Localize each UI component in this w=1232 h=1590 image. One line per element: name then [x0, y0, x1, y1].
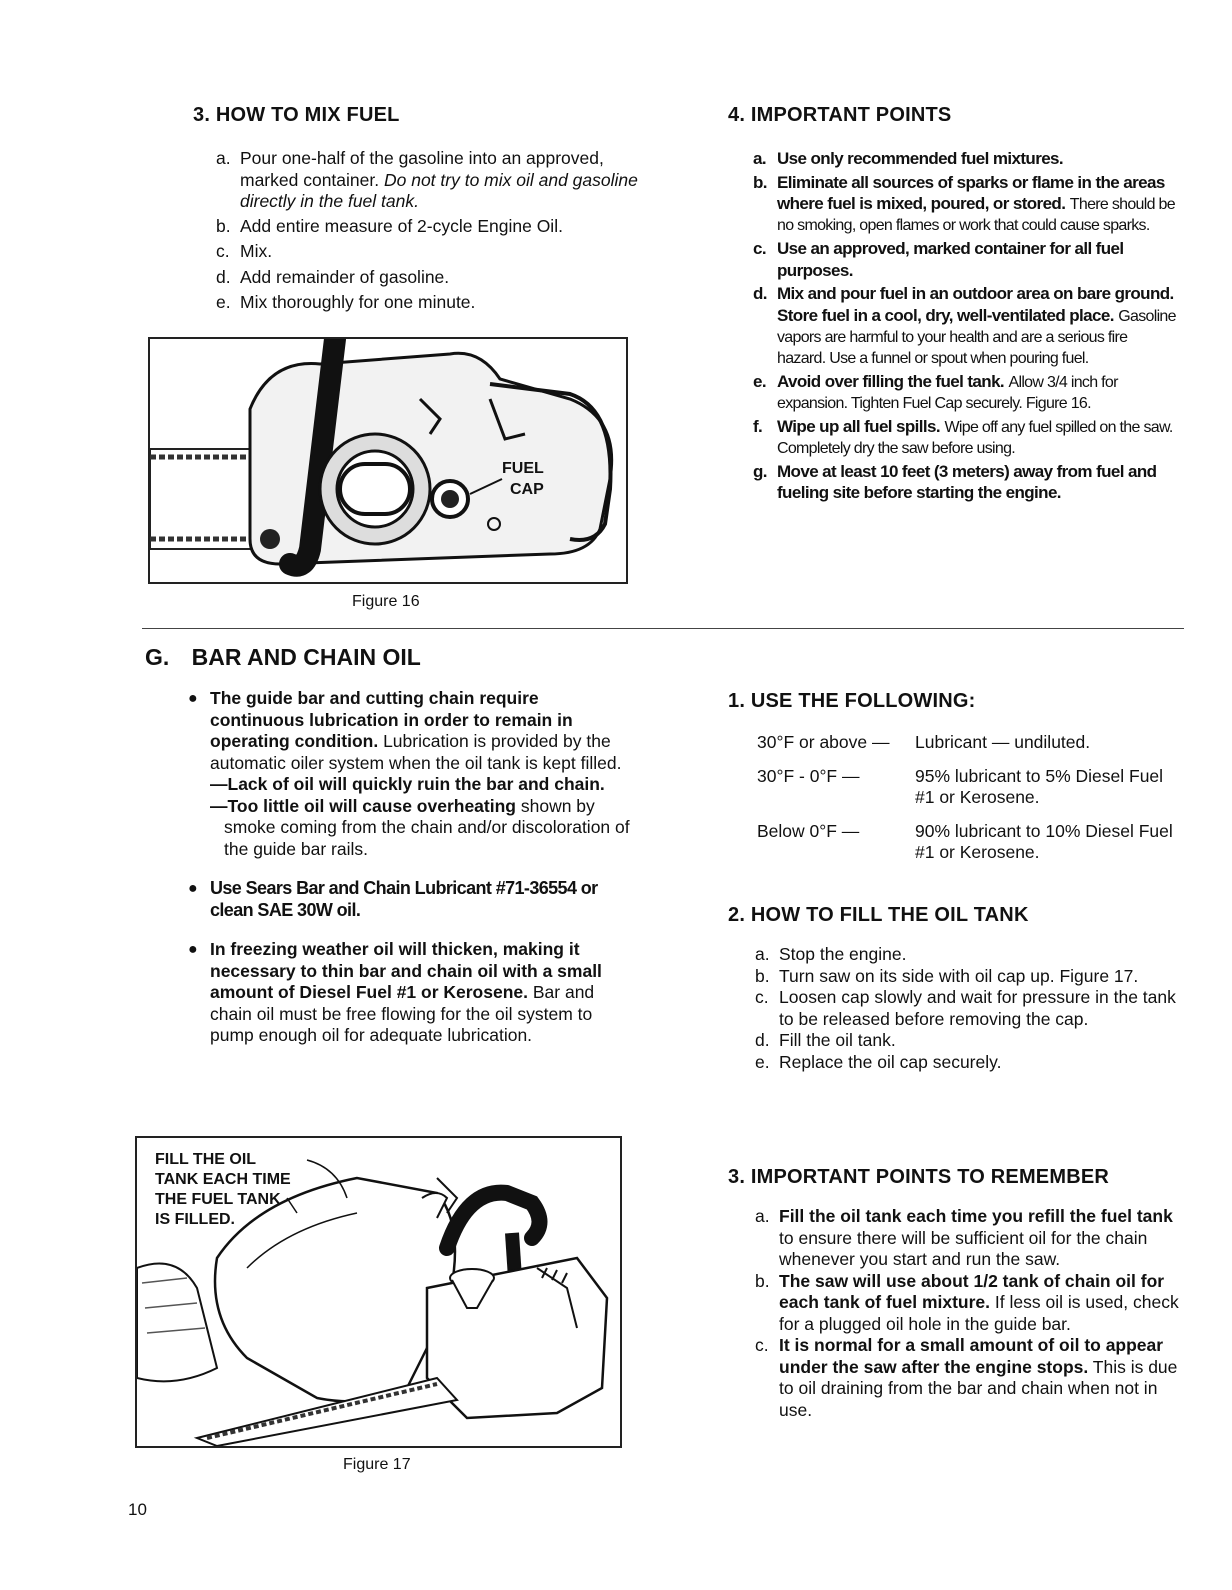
item-label: b.	[753, 172, 767, 192]
list-item	[755, 1271, 1181, 1336]
page-number: 10	[128, 1500, 147, 1519]
list-item	[753, 416, 1179, 459]
item-text: Stop the engine.	[779, 944, 907, 964]
item-bold-text: Use only recommended fuel mixtures.	[777, 149, 1064, 168]
item-text: Add remainder of gasoline.	[240, 266, 450, 287]
item-bold-text: Mix and pour fuel in an outdoor area on bare ground. Store fuel in a cool, dry, well-ventilated place.	[777, 284, 1174, 325]
mix-fuel-heading: 3. HOW TO MIX FUEL	[193, 104, 400, 126]
list-item	[755, 1052, 1181, 1074]
list-item	[216, 148, 640, 213]
item-text: Gasoline vapors are harmful to your health and are a serious fire hazard. Use a funnel or spout when pouring fuel.	[777, 307, 1176, 367]
callout-line-2: TANK EACH TIME	[155, 1171, 291, 1188]
item-label: a.	[755, 1206, 770, 1226]
fuel-label: FUEL	[502, 460, 544, 477]
bullet-text: Bar and chain oil must be free flowing for the oil system to pump enough oil for adequate lubrication.	[210, 982, 595, 1045]
item-text: Turn saw on its side with oil cap up. Figure 17.	[779, 965, 1139, 986]
list-item	[755, 1030, 1181, 1052]
temp-instruction: 90% lubricant to 10% Diesel Fuel #1 or Kerosene.	[915, 820, 1173, 862]
list-item	[755, 966, 1181, 988]
list-item	[753, 172, 1179, 237]
item-bold-text: Eliminate all sources of sparks or flame in the areas where fuel is mixed, poured, or stored.	[777, 172, 1165, 213]
list-item	[216, 292, 640, 314]
bullet-icon: ●	[188, 880, 198, 897]
temp-range: Below 0°F —	[757, 820, 860, 841]
section-letter: G.	[145, 644, 170, 670]
chainsaw-fuel-cap-illustration	[150, 339, 626, 582]
filling-oil-tank-illustration	[137, 1138, 620, 1446]
item-label: d.	[755, 1030, 770, 1050]
item-text: Wipe off any fuel spilled on the saw. Completely dry the saw before using.	[777, 418, 1173, 457]
item-label: e.	[753, 371, 766, 391]
dash-text: shown by smoke coming from the chain and/or discoloration of the guide bar rails.	[224, 795, 630, 859]
list-item	[216, 216, 640, 238]
item-bold-text: Move at least 10 feet (3 meters) away from fuel and fueling site before starting the engine.	[777, 461, 1157, 502]
list-item	[753, 238, 1179, 281]
item-label: a.	[753, 149, 766, 168]
list-item	[755, 944, 1181, 966]
item-text: Mix thoroughly for one minute.	[240, 292, 476, 312]
item-bold-text: Wipe up all fuel spills.	[777, 416, 941, 436]
item-label: c.	[755, 1335, 769, 1355]
item-text: This is due to oil draining from the bar and chain when not in use.	[779, 1356, 1178, 1420]
bullet-item	[188, 939, 636, 1047]
item-bold-text: The saw will use about 1/2 tank of chain oil for each tank of fuel mixture.	[779, 1270, 1165, 1312]
temp-range: 30°F - 0°F —	[757, 765, 860, 786]
section-g-heading	[145, 644, 421, 671]
item-label: b.	[755, 965, 770, 986]
bullet-item	[188, 688, 636, 860]
bar-chain-bullets	[188, 688, 636, 1047]
callout-line-1: FILL THE OIL	[155, 1151, 257, 1168]
use-following-heading: 1. USE THE FOLLOWING:	[728, 690, 976, 712]
remember-list	[755, 1206, 1181, 1421]
item-label: c.	[753, 239, 766, 258]
item-label: e.	[755, 1051, 770, 1072]
item-label: b.	[216, 215, 231, 236]
bullet-icon: ●	[188, 690, 198, 707]
item-label: d.	[753, 284, 767, 303]
temp-instruction: 95% lubricant to 5% Diesel Fuel #1 or Kerosene.	[915, 765, 1164, 807]
item-label: f.	[753, 416, 763, 436]
bullet-icon: ●	[188, 941, 198, 958]
bullet-dash-item	[210, 796, 636, 861]
fill-oil-steps	[755, 944, 1181, 1073]
item-label: e.	[216, 292, 231, 312]
callout-line-3: THE FUEL TANK	[155, 1191, 281, 1208]
list-item	[755, 987, 1181, 1030]
bullet-bold-text: In freezing weather oil will thicken, making it necessary to thin bar and chain oil with a small amount of Diesel Fuel #1 or Kerosene.	[210, 939, 602, 1002]
figure-17-caption: Figure 17	[343, 1456, 411, 1473]
item-text: Allow 3/4 inch for expansion. Tighten Fuel Cap securely. Figure 16.	[777, 373, 1118, 412]
list-item	[216, 267, 640, 289]
item-bold-text: Use an approved, marked container for all fuel purposes.	[777, 239, 1124, 280]
lubricant-temperature-table	[757, 732, 1185, 864]
temp-instruction: Lubricant — undiluted.	[915, 732, 1091, 752]
item-bold-text: Avoid over filling the fuel tank.	[777, 371, 1005, 391]
list-item	[753, 283, 1179, 369]
item-label: a.	[216, 148, 231, 168]
bullet-item	[188, 878, 636, 921]
item-warning: Do not try to mix oil and gasoline directly in the fuel tank.	[240, 169, 638, 211]
list-item	[755, 1206, 1181, 1271]
item-label: b.	[755, 1270, 770, 1291]
mix-fuel-steps	[216, 148, 640, 314]
list-item	[755, 1335, 1181, 1421]
item-text: Loosen cap slowly and wait for pressure in the tank to be released before removing the cap.	[779, 987, 1176, 1029]
bullet-bold-text: The guide bar and cutting chain require continuous lubrication in order to remain in operating condition.	[210, 688, 573, 751]
list-item	[753, 371, 1179, 414]
important-points-heading: 4. IMPORTANT POINTS	[728, 104, 952, 126]
item-label: c.	[216, 241, 230, 261]
item-text: Replace the oil cap securely.	[779, 1051, 1002, 1072]
remember-heading: 3. IMPORTANT POINTS TO REMEMBER	[728, 1166, 1110, 1188]
important-points-list	[753, 148, 1179, 504]
bullet-text: Lubrication is provided by the automatic oiler system when the oil tank is kept filled.	[210, 731, 622, 773]
temp-range: 30°F or above —	[757, 732, 890, 752]
fill-oil-heading: 2. HOW TO FILL THE OIL TANK	[728, 904, 1029, 926]
bullet-dash-item: —Lack of oil will quickly ruin the bar and chain.	[210, 774, 605, 794]
item-label: c.	[755, 987, 769, 1007]
figure-16-caption: Figure 16	[352, 593, 420, 610]
list-item	[753, 461, 1179, 504]
dash-bold-text: —Too little oil will cause overheating	[210, 795, 516, 816]
item-text: to ensure there will be sufficient oil for the chain whenever you start and run the saw.	[779, 1227, 1148, 1269]
list-item	[216, 241, 640, 263]
item-text: Pour one-half of the gasoline into an approved, marked container.	[240, 148, 604, 190]
item-label: g.	[753, 461, 767, 481]
figure-17	[135, 1136, 622, 1448]
section-divider	[142, 628, 1184, 629]
bullet-bold-text: Use Sears Bar and Chain Lubricant #71-36554 or clean SAE 30W oil.	[210, 878, 598, 920]
item-label: d.	[216, 266, 231, 287]
callout-line-4: IS FILLED.	[155, 1211, 235, 1228]
list-item	[753, 148, 1179, 170]
item-bold-text: It is normal for a small amount of oil to appear under the saw after the engine stops.	[779, 1335, 1164, 1377]
item-text: Fill the oil tank.	[779, 1030, 896, 1050]
item-text: If less oil is used, check for a plugged oil hole in the guide bar.	[779, 1292, 1179, 1334]
item-bold-text: Fill the oil tank each time you refill the fuel tank	[779, 1206, 1173, 1226]
item-text: Add entire measure of 2-cycle Engine Oil.	[240, 215, 563, 236]
figure-16	[148, 337, 628, 584]
cap-label: CAP	[510, 481, 544, 498]
item-label: a.	[755, 944, 770, 964]
section-title: BAR AND CHAIN OIL	[191, 644, 421, 670]
item-text: There should be no smoking, open flames or work that could cause sparks.	[777, 196, 1175, 234]
item-text: Mix.	[240, 241, 273, 261]
